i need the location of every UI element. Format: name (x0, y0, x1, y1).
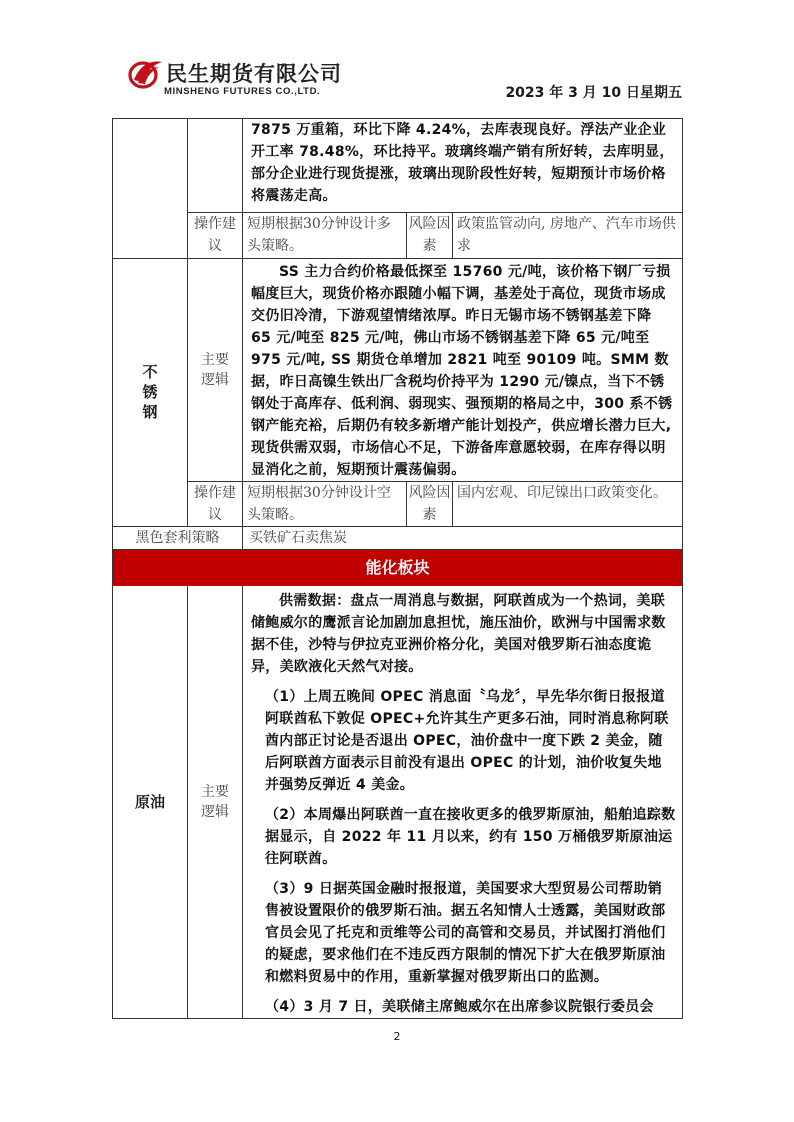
stainless-category-cell (113, 259, 188, 527)
stainless-logic-row (113, 259, 683, 482)
stainless-op-row (113, 482, 683, 527)
glass-logic-text: 7875 万重箱，环比下降 4.24%，去库表现良好。浮法产业企业开工率 78.48%，环比持平。玻璃终端产销有所好转，去库明显，部分企业进行现货提涨，玻璃出现阶段性好转，短期预计市场价格将震荡走高。 (243, 119, 683, 213)
minsheng-logo-icon (128, 56, 164, 90)
page-header (128, 52, 684, 114)
crude-paragraph: 供需数据：盘点一周消息与数据，阿联酋成为一个热词，美联储鲍威尔的鹰派言论加剧加息担忧，施压油价，欧洲与中国需求数据不佳，沙特与伊拉克亚洲价格分化，美国对俄罗斯石油态度诡异，美欧液化天然气对接。 (251, 593, 666, 675)
crude-paragraph: （1）上周五晚间 OPEC 消息面〝乌龙〞，早先华尔街日报报道阿联酋私下敦促 OPEC+允许其生产更多石油，同时消息称阿联酋内部正讨论是否退出 OPEC，油价盘中一度下跌 2 美金，随后阿联酋方面表示目前没有退出 OPEC 的计划，油价收复失地并强势反弹近 4 美金。 (265, 689, 669, 793)
crude-logic-cell (243, 586, 683, 1019)
glass-op-text: 短期根据30分钟设计多头策略。 (243, 213, 407, 259)
stainless-logic-label: 主要逻辑 (188, 259, 243, 482)
company-name-cn: 民生期货有限公司 (166, 62, 342, 86)
page-number: 2 (393, 1030, 401, 1043)
stainless-risk-text: 国内宏观、印尼镍出口政策变化。 (453, 482, 683, 527)
strategy-table (112, 118, 683, 1019)
glass-op-label: 操作建议 (188, 213, 243, 259)
report-date: 2023 年 3 月 10 日星期五 (505, 85, 682, 101)
crude-logic-label: 主要逻辑 (188, 586, 243, 1019)
crude-logic-row (113, 586, 683, 1019)
stainless-category: 不锈钢 (142, 362, 158, 421)
arbitrage-text: 买铁矿石卖焦炭 (243, 527, 683, 550)
company-logo (128, 56, 368, 100)
crude-paragraph: （3）9 日据英国金融时报报道，美国要求大型贸易公司帮助销售被设置限价的俄罗斯石油。据五名知情人士透露，美国财政部官员会见了托克和贡维等公司的高管和交易员，并试图打消他们的疑虑，要求他们在不违反西方限制的情况下扩大在俄罗斯原油和燃料贸易中的作用，重新掌握对俄罗斯出口的监测。 (265, 881, 666, 985)
stainless-op-label: 操作建议 (188, 482, 243, 527)
glass-op-row (113, 213, 683, 259)
crude-category: 原油 (113, 586, 188, 1019)
arbitrage-row (113, 527, 683, 550)
company-name-en: MINSHENG FUTURES CO.,LTD. (164, 86, 321, 97)
glass-logic-row (113, 119, 683, 213)
section-title: 能化板块 (113, 550, 683, 586)
energy-chem-section-row (113, 550, 683, 586)
crude-paragraph: （2）本周爆出阿联酋一直在接收更多的俄罗斯原油，船舶追踪数据显示，自 2022 年 11 月以来，约有 150 万桶俄罗斯原油运往阿联酋。 (265, 807, 676, 867)
glass-logic-label-cell (188, 119, 243, 213)
glass-risk-label: 风险因素 (407, 213, 453, 259)
glass-risk-text: 政策监管动向, 房地产、汽车市场供求 (453, 213, 683, 259)
stainless-risk-label: 风险因素 (407, 482, 453, 527)
arbitrage-label: 黑色套利策略 (113, 527, 243, 550)
stainless-logic-text: SS 主力合约价格最低探至 15760 元/吨，该价格下钢厂亏损幅度巨大，现货价格亦跟随小幅下调，基差处于高位，现货市场成交仍旧冷清，下游观望情绪浓厚。昨日无锡市场不锈钢基差下降 65 元/吨至 825 元/吨，佛山市场不锈钢基差下降 65 元/吨至 975 元/吨, SS 期货仓单增加 2821 吨至 90109 吨。SMM 数据，昨日高镍生铁出厂含税均价持平为 1290 元/镍点，当下不锈钢处于高库存、低利润、弱现实、强预期的格局之中，300 系不锈钢产能充裕，后期仍有较多新增产能计划投产，供应增长潜力巨大,现货供需双弱，市场信心不足，下游备库意愿较弱，在库存得以明显消化之前，短期预计震荡偏弱。 (243, 259, 683, 482)
glass-category-cell (113, 119, 188, 259)
stainless-op-text: 短期根据30分钟设计空头策略。 (243, 482, 407, 527)
crude-paragraph: （4）3 月 7 日，美联储主席鲍威尔在出席参议院银行委员会 (265, 999, 654, 1015)
